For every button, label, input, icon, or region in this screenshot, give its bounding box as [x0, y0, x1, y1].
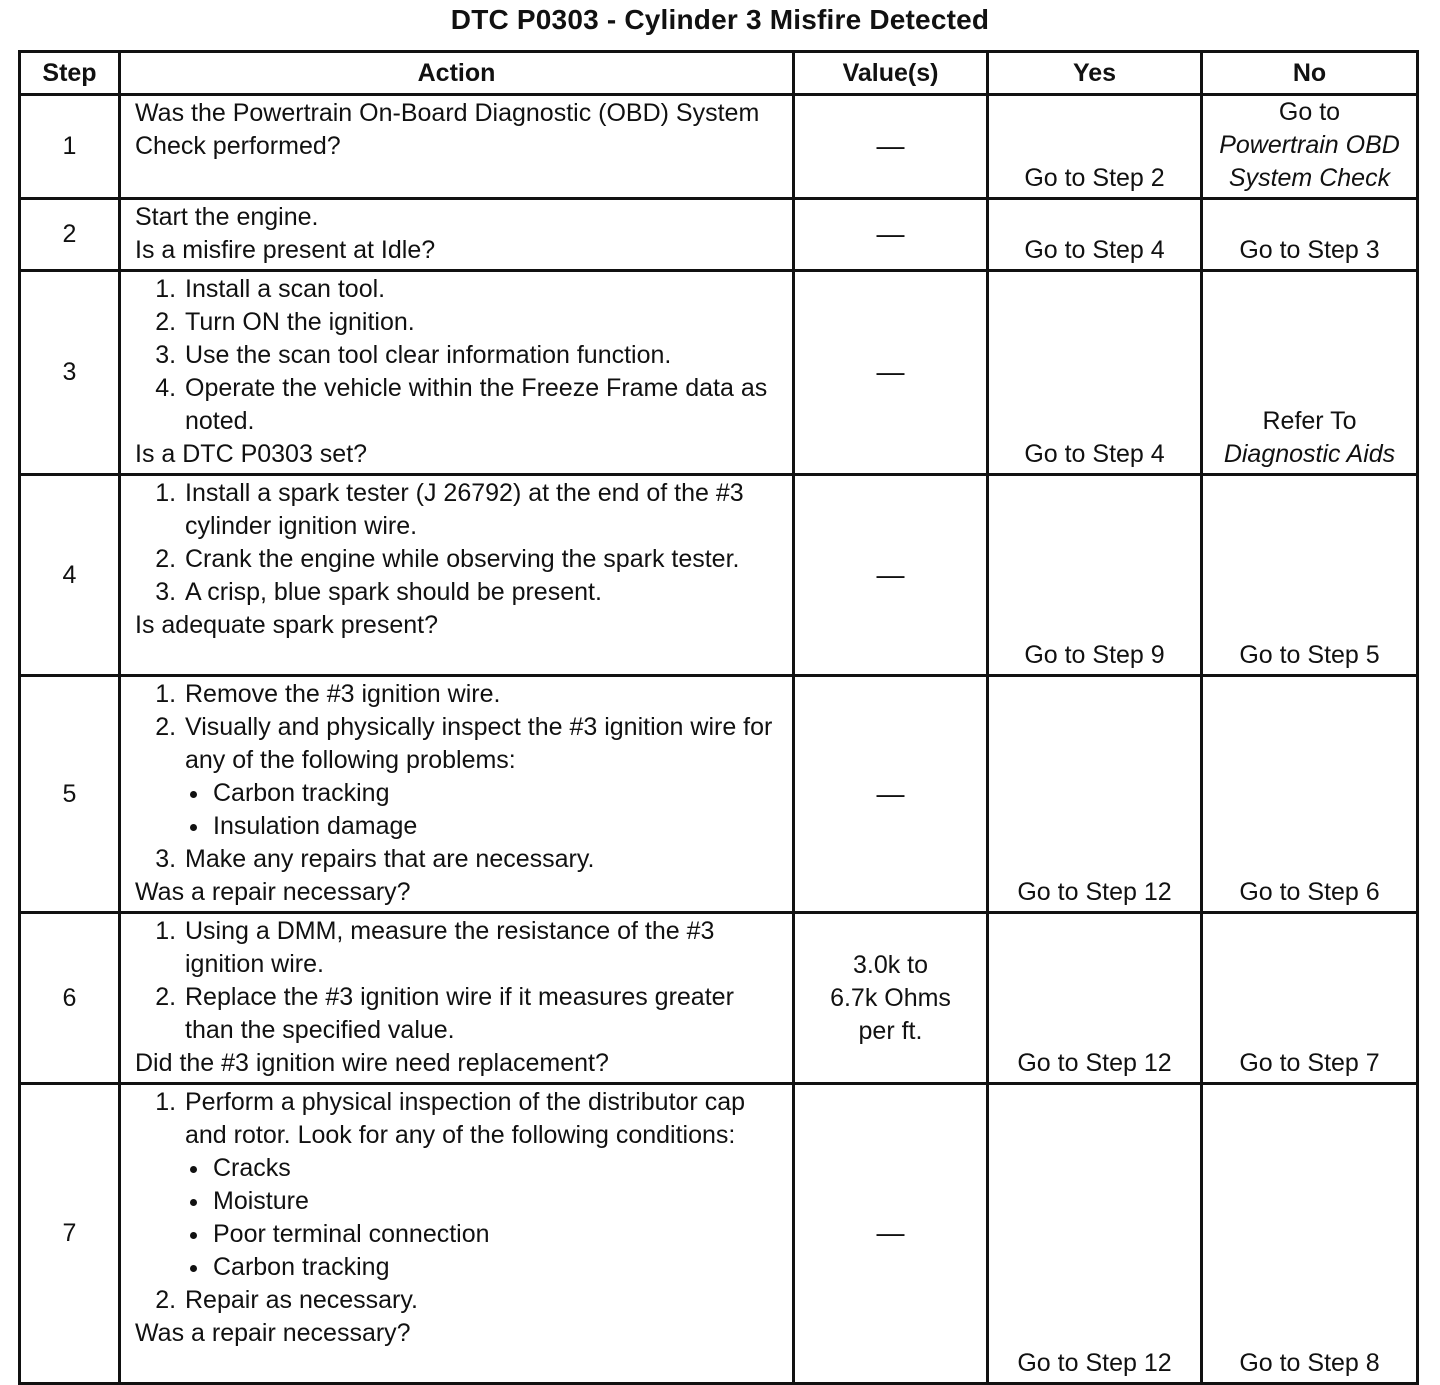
value-cell: [794, 676, 988, 913]
no-cell: [1202, 1084, 1418, 1384]
no-cell: [1202, 913, 1418, 1084]
yes-cell: Go to Step 12: [988, 913, 1202, 1084]
action-cell: [120, 271, 794, 475]
step-number: 4: [20, 475, 120, 676]
step-number: 3: [20, 271, 120, 475]
table-row: [20, 1084, 1418, 1384]
no-text: Go to Step 5: [1239, 641, 1380, 669]
action-step: 3. Use the scan tool clear information function.: [183, 339, 784, 372]
action-step: 3. A crisp, blue spark should be present.: [183, 576, 784, 609]
no-text: Refer To: [1262, 407, 1357, 435]
no-cell: [1202, 271, 1418, 475]
action-cell: [120, 95, 794, 199]
action-question: Is adequate spark present?: [135, 611, 438, 639]
value-cell: [794, 271, 988, 475]
action-step: 1. Remove the #3 ignition wire.: [183, 678, 784, 711]
action-steps-list: [135, 678, 784, 876]
action-question: Is a DTC P0303 set?: [135, 440, 368, 468]
action-instruction: Start the engine.: [135, 203, 319, 231]
action-step-text: Perform a physical inspection of the distributor cap and rotor. Look for any of the following conditions:: [185, 1088, 745, 1149]
action-step: 3. Make any repairs that are necessary.: [183, 843, 784, 876]
column-header-no: No: [1202, 52, 1418, 95]
yes-cell: Go to Step 4: [988, 199, 1202, 271]
yes-cell: Go to Step 12: [988, 676, 1202, 913]
yes-cell: Go to Step 2: [988, 95, 1202, 199]
page-title: DTC P0303 - Cylinder 3 Misfire Detected: [450, 4, 990, 35]
action-steps-list: [135, 477, 784, 609]
value-dash: —: [876, 130, 905, 161]
column-header-values: Value(s): [794, 52, 988, 95]
action-step: 2. Replace the #3 ignition wire if it measures greater than the specified value.: [183, 981, 784, 1047]
action-step: 1. Install a scan tool.: [183, 273, 784, 306]
column-header-yes: Yes: [988, 52, 1202, 95]
action-cell: [120, 199, 794, 271]
step-number: 2: [20, 199, 120, 271]
action-question: Did the #3 ignition wire need replacement?: [135, 1049, 609, 1077]
action-cell: [120, 913, 794, 1084]
action-step: 4. Operate the vehicle within the Freeze Frame data as noted.: [183, 372, 784, 438]
no-text: Go to Step 3: [1239, 236, 1380, 264]
no-reference: Powertrain OBD System Check: [1219, 131, 1400, 192]
action-question: Was a repair necessary?: [135, 1319, 411, 1347]
action-cell: [120, 1084, 794, 1384]
step-number: 7: [20, 1084, 120, 1384]
bullet-item: • Cracks: [211, 1152, 784, 1185]
action-step: [183, 711, 784, 843]
bullet-item: • Carbon tracking: [211, 1251, 784, 1284]
no-text: Go to Step 7: [1239, 1049, 1380, 1077]
action-question: Was the Powertrain On-Board Diagnostic (OBD) System Check performed?: [135, 99, 760, 160]
specified-value: 3.0k to 6.7k Ohms per ft.: [830, 950, 951, 1045]
bullet-item: • Poor terminal connection: [211, 1218, 784, 1251]
action-steps-list: [135, 1086, 784, 1317]
bullet-item: • Moisture: [211, 1185, 784, 1218]
value-dash: —: [876, 1217, 905, 1248]
bullet-list: [185, 777, 784, 843]
no-reference: Diagnostic Aids: [1223, 440, 1396, 468]
value-cell: [794, 1084, 988, 1384]
action-step: 2. Repair as necessary.: [183, 1284, 784, 1317]
bullet-list: [185, 1152, 784, 1284]
value-dash: —: [876, 356, 905, 387]
table-row: [20, 95, 1418, 199]
bullet-item: • Carbon tracking: [211, 777, 784, 810]
column-header-action: Action: [120, 52, 794, 95]
value-cell: [794, 95, 988, 199]
action-step: 1. Install a spark tester (J 26792) at the end of the #3 cylinder ignition wire.: [183, 477, 784, 543]
table-row: [20, 475, 1418, 676]
value-dash: —: [876, 218, 905, 249]
value-cell: [794, 913, 988, 1084]
no-cell: [1202, 475, 1418, 676]
value-cell: [794, 475, 988, 676]
action-step: [183, 1086, 784, 1284]
value-dash: —: [876, 558, 905, 590]
action-steps-list: [135, 915, 784, 1047]
table-row: [20, 199, 1418, 271]
no-text: Go to Step 6: [1239, 878, 1380, 906]
no-cell: [1202, 199, 1418, 271]
step-number: 1: [20, 95, 120, 199]
yes-cell: Go to Step 12: [988, 1084, 1202, 1384]
yes-cell: Go to Step 4: [988, 271, 1202, 475]
column-header-step: Step: [20, 52, 120, 95]
step-number: 5: [20, 676, 120, 913]
action-cell: [120, 475, 794, 676]
table-row: [20, 676, 1418, 913]
action-question: Is a misfire present at Idle?: [135, 236, 436, 264]
table-row: [20, 271, 1418, 475]
table-row: [20, 913, 1418, 1084]
action-cell: [120, 676, 794, 913]
no-text: Go to Step 8: [1239, 1349, 1380, 1377]
value-dash: —: [876, 777, 905, 809]
action-question: Was a repair necessary?: [135, 878, 411, 906]
action-step: 1. Using a DMM, measure the resistance of the #3 ignition wire.: [183, 915, 784, 981]
no-cell: [1202, 95, 1418, 199]
step-number: 6: [20, 913, 120, 1084]
header-row: [20, 52, 1418, 95]
diagnostic-table: [18, 50, 1419, 1385]
no-cell: [1202, 676, 1418, 913]
action-steps-list: [135, 273, 784, 438]
value-cell: [794, 199, 988, 271]
action-step-text: Visually and physically inspect the #3 ignition wire for any of the following problems:: [185, 713, 773, 774]
yes-cell: Go to Step 9: [988, 475, 1202, 676]
bullet-item: • Insulation damage: [211, 810, 784, 843]
no-text: Go to: [1278, 98, 1341, 126]
action-step: 2. Crank the engine while observing the spark tester.: [183, 543, 784, 576]
action-step: 2. Turn ON the ignition.: [183, 306, 784, 339]
